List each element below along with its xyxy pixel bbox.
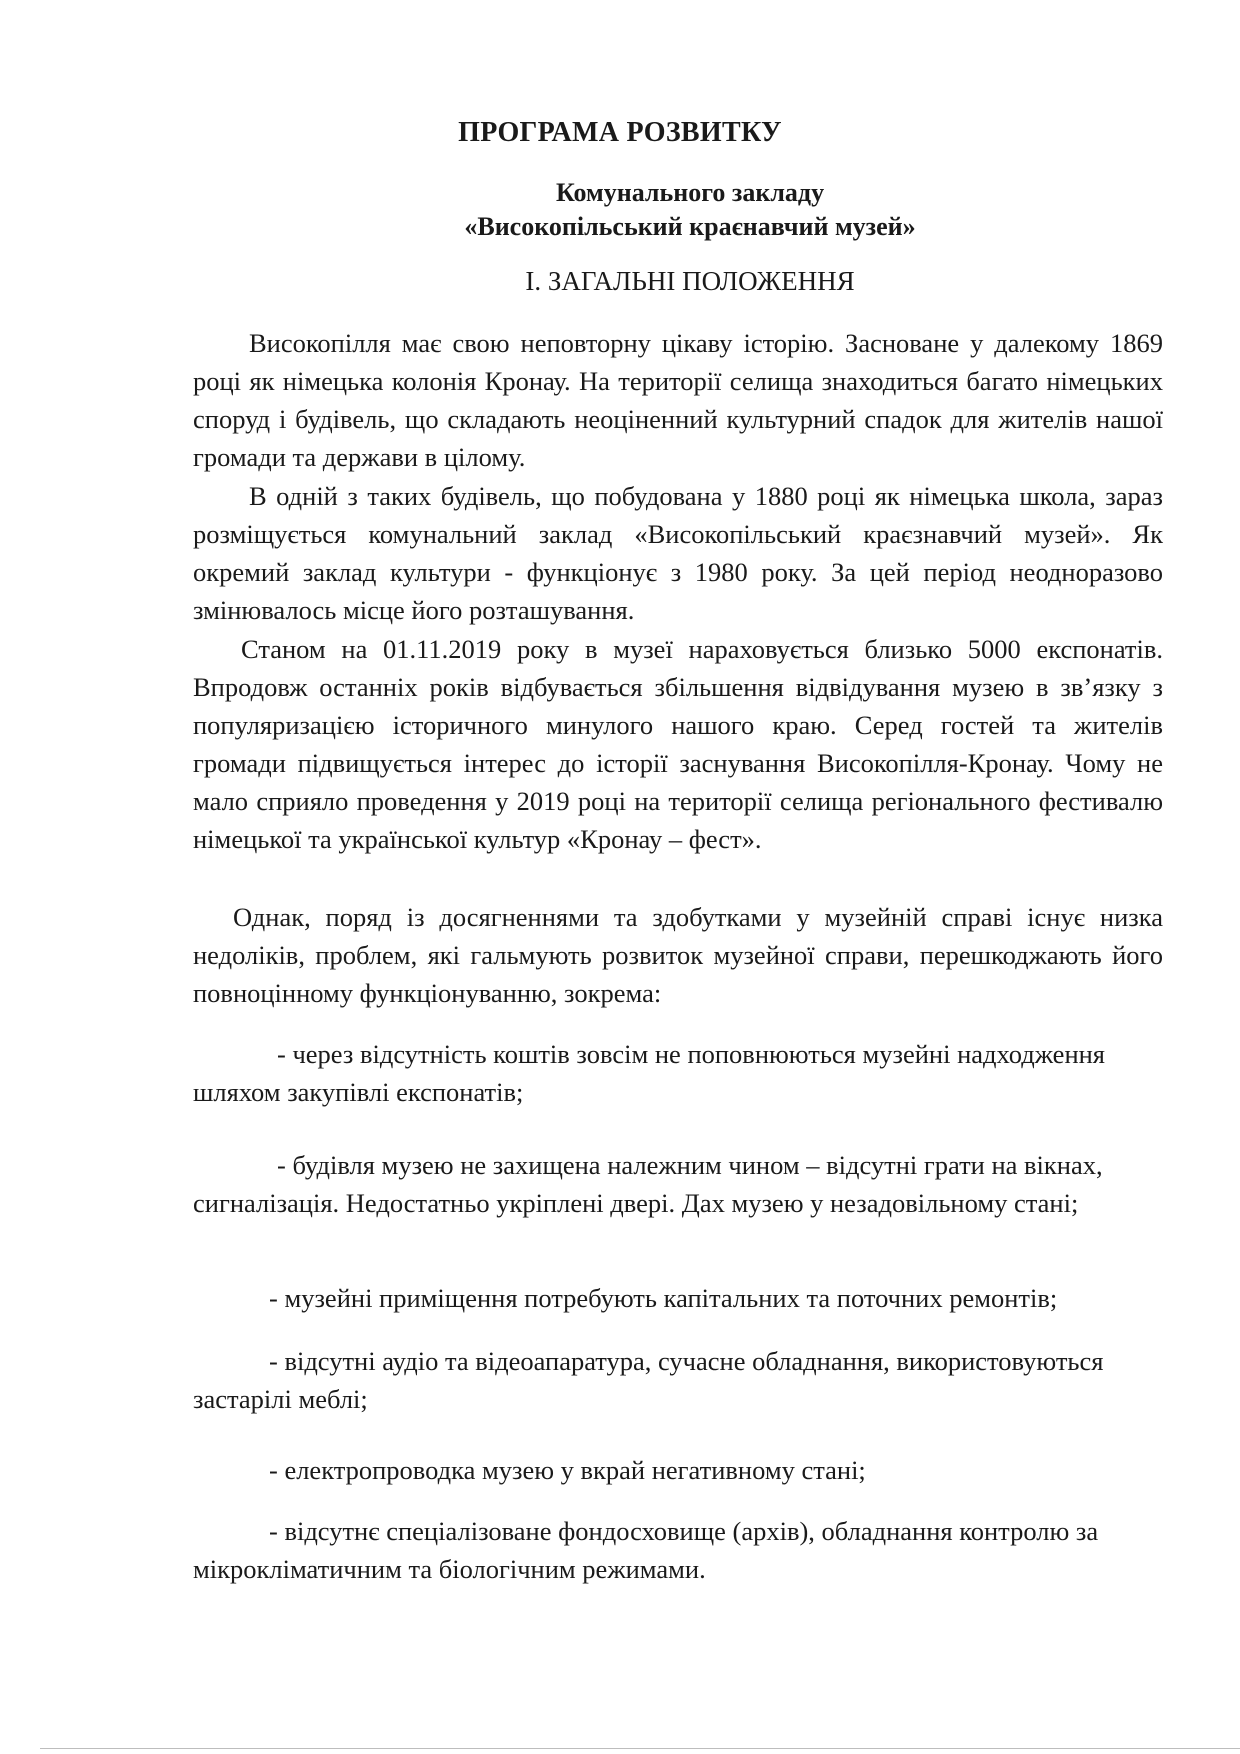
list-item-funding: - через відсутність коштів зовсім не поповнюються музейні надходження шляхом закупівлі експонатів;	[193, 1039, 1105, 1107]
list-item-wiring: - електропроводка музею у вкрай негативному стані;	[269, 1455, 866, 1485]
list-item-security: - будівля музею не захищена належним чином – відсутні грати на вікнах, сигналізація. Недостатньо укріплені двері. Дах музею у незадовільному стані;	[193, 1150, 1103, 1218]
subtitle-line-2: «Високопільський краєнавчий музей»	[464, 212, 916, 241]
list-item-archive: - відсутнє спеціалізоване фондосховище (архів), обладнання контролю за мікрокліматичним та біологічним режимами.	[193, 1516, 1099, 1584]
paragraph-history: Високопілля має свою неповторну цікаву історію. Засноване у далекому 1869 році як німецька колонія Кронау. На території селища знаходиться багато німецьких споруд і будівель, що складають неоціненний культурний спадок для жителів нашої громади та держави в цілому.	[193, 328, 1163, 472]
list-item-repairs: - музейні приміщення потребують капітальних та поточних ремонтів;	[269, 1283, 1058, 1313]
list-item-equipment: - відсутні аудіо та відеоапаратура, сучасне обладнання, використовуються застарілі меблі;	[193, 1346, 1104, 1414]
paragraph-problems: Однак, поряд із досягненнями та здобутками у музейній справі існує низка недоліків, проблем, які гальмують розвиток музейної справи, перешкоджають його повноцінному функціонуванню, зокрема:	[193, 902, 1163, 1008]
subtitle-line-1: Комунального закладу	[555, 178, 825, 207]
section-heading: І. ЗАГАЛЬНІ ПОЛОЖЕННЯ	[525, 266, 855, 296]
document-title: ПРОГРАМА РОЗВИТКУ	[458, 117, 782, 148]
paragraph-building: В одній з таких будівель, що побудована у 1880 році як німецька школа, зараз розміщується комунальний заклад «Високопільський краєзнавчий музей». Як окремий заклад культури - функціонує з 1980 року. За цей період неодноразово змінювалось місце його розташування.	[193, 481, 1163, 625]
paragraph-exhibits: Станом на 01.11.2019 року в музеї нараховується близько 5000 експонатів. Впродовж останніх років відбувається збільшення відвідування музею в зв’язку з популяризацією історичного минулого нашого краю. Серед гостей та жителів громади підвищується інтерес до історії заснування Високопілля-Кронау. Чому не мало сприяло проведення у 2019 році на території селища регіонального фестивалю німецької та української культур «Кронау – фест».	[193, 634, 1163, 854]
scan-edge-line	[40, 1748, 1240, 1749]
